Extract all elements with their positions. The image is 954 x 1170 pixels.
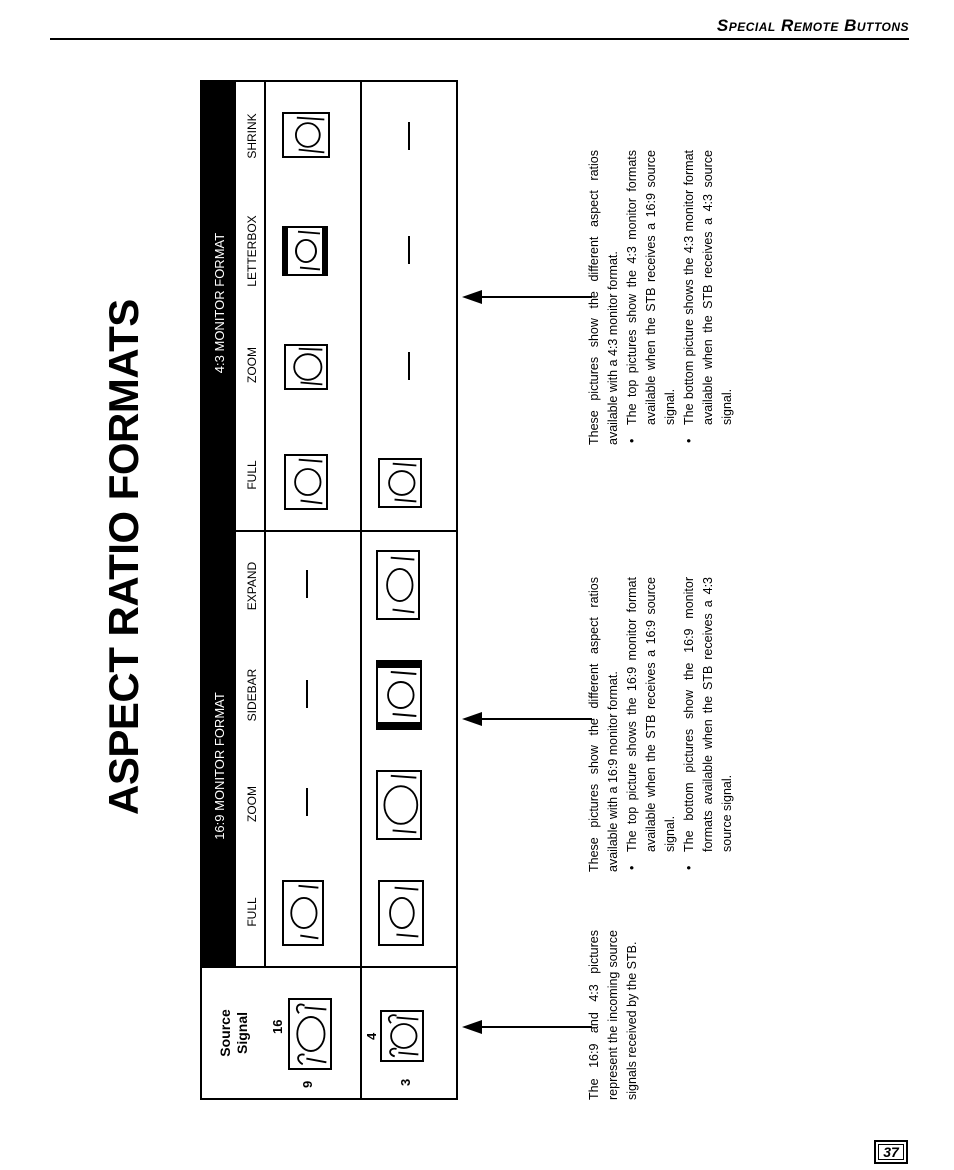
format-picture	[284, 344, 328, 390]
not-available-dash	[306, 680, 308, 708]
section-title: Special Remote Buttons	[716, 16, 909, 35]
ratio-width-label: 16	[270, 1019, 285, 1034]
format-picture	[284, 454, 328, 510]
format-picture	[378, 458, 422, 508]
arrow-line	[480, 718, 592, 720]
divider	[360, 80, 362, 1098]
source-label-line2: Signal	[234, 1012, 250, 1055]
not-available-dash	[408, 236, 410, 264]
note-43-formats	[585, 150, 737, 445]
col-header-sidebar: SIDEBAR	[245, 668, 259, 722]
not-available-dash	[306, 570, 308, 598]
format-picture	[378, 880, 424, 946]
aspect-ratio-table	[200, 80, 458, 1100]
header-rule	[50, 38, 909, 40]
col-header-full: FULL	[245, 460, 259, 490]
page-title: ASPECT RATIO FORMATS	[100, 299, 147, 815]
note-bullet: • The top picture shows the 16:9 monitor format available when the STB receives a 16:9 source signal.	[623, 577, 680, 852]
format-picture	[282, 880, 324, 946]
note-169-formats	[585, 577, 737, 872]
source-169-picture	[288, 998, 332, 1070]
ratio-height-label: 3	[398, 1078, 413, 1086]
source-43-picture	[380, 1010, 424, 1062]
format-picture	[282, 112, 330, 158]
col-header-expand: EXPAND	[245, 561, 259, 611]
not-available-dash	[306, 788, 308, 816]
format-picture	[376, 660, 422, 730]
col-header-full: FULL	[245, 897, 259, 927]
ratio-width-label: 4	[364, 1032, 379, 1040]
arrow-line	[480, 1026, 592, 1028]
header-band	[202, 80, 236, 966]
col-header-zoom: ZOOM	[245, 786, 259, 822]
page-number: 37	[874, 1140, 908, 1164]
col-header-letterbox: LETTERBOX	[245, 215, 259, 287]
source-label-line1: Source	[217, 1009, 233, 1057]
col-header-shrink: SHRINK	[245, 113, 259, 159]
format-picture	[376, 550, 420, 620]
rotated-content	[100, 60, 860, 1100]
note-bullet: • The bottom picture shows the 4:3 monitor format available when the STB receives a 4:3 source signal.	[680, 150, 737, 425]
arrow-head	[462, 1020, 482, 1034]
col-header-zoom: ZOOM	[245, 347, 259, 383]
arrow-head	[462, 712, 482, 726]
group-169-label: 16:9 MONITOR FORMAT	[211, 692, 227, 840]
divider	[236, 530, 456, 532]
note-source-signals	[585, 930, 642, 1100]
note-intro: These pictures show the different aspect ratios available with a 4:3 monitor format.	[587, 150, 620, 445]
format-picture	[282, 226, 328, 276]
note-bullet: • The top pictures show the 4:3 monitor formats available when the STB receives a 16:9 source signal.	[623, 150, 680, 425]
note-intro: These pictures show the different aspect ratios available with a 16:9 monitor format.	[587, 577, 620, 872]
source-signal-header	[202, 968, 266, 1098]
divider	[202, 966, 456, 968]
format-picture	[376, 770, 422, 840]
not-available-dash	[408, 352, 410, 380]
note-bullet: • The bottom pictures show the 16:9 monitor formats available when the STB receives a 4:3 source signal.	[680, 577, 737, 852]
not-available-dash	[408, 122, 410, 150]
group-43-label: 4:3 MONITOR FORMAT	[211, 232, 227, 374]
note-text: The 16:9 and 4:3 pictures represent the incoming source signals received by the STB.	[587, 930, 639, 1100]
ratio-height-label: 9	[300, 1080, 315, 1088]
arrow-line	[480, 296, 592, 298]
arrow-head	[462, 290, 482, 304]
